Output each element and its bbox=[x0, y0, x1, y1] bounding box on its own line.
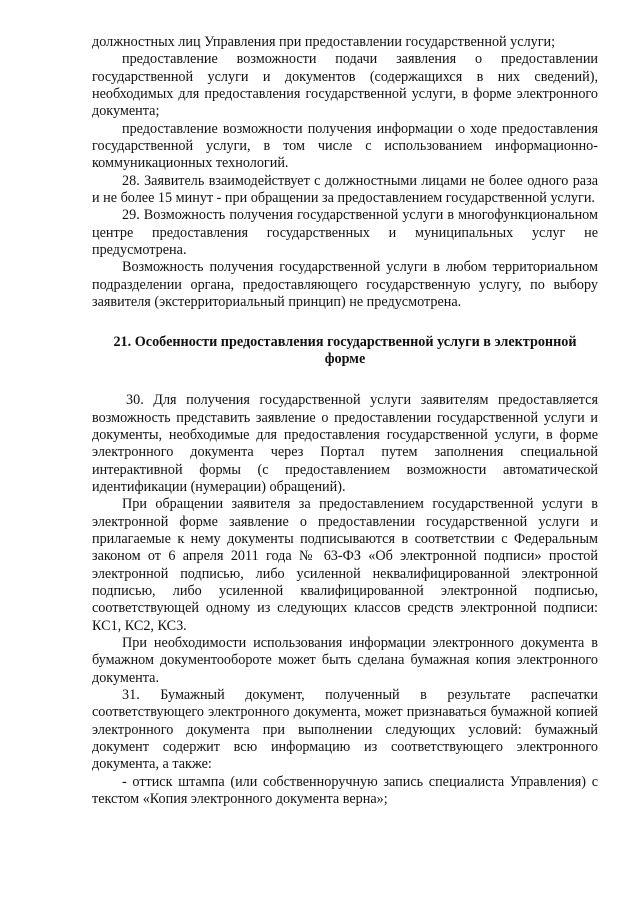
paragraph-officials: должностных лиц Управления при предоставлении государственной услуги; bbox=[92, 34, 556, 50]
paragraph-30: 30. Для получения государственной услуги заявителям предоставляется возможность представить заявление о предоставлении государственной услуги и документы, необходимые для предоставления государственной услуги, в форме электронного документа через Портал путем заполнения специальной интерактивной формы (с предоставлением возможности автоматической идентификации (нумерации) обращений). bbox=[92, 392, 598, 495]
paragraph-extraterritorial: Возможность получения государственной услуги в любом территориальном подразделении органа, предоставляющего государственную услугу, по выбору заявителя (экстерриториальный принцип) не предусмотрена. bbox=[92, 259, 598, 311]
paragraph-electronic-signature: При обращении заявителя за предоставлением государственной услуги в электронной форме заявление о предоставлении государственной услуги и прилагаемые к нему документы подписываются в соответствии с Федеральным законом от 6 апреля 2011 года № 63-ФЗ «Об электронной подписи» простой электронной подписью, либо усиленной неквалифицированной электронной подписью, либо усиленной квалифицированной электронной подписью, соответствующей одному из следующих классов средств электронной подписи: КС1, КС2, КС3. bbox=[92, 496, 598, 634]
paragraph-stamp: - оттиск штампа (или собственноручную запись специалиста Управления) с текстом «Копия электронного документа верна»; bbox=[92, 773, 598, 808]
paragraph-status-info: предоставление возможности получения информации о ходе предоставления государственной услуги, в том числе с использованием информационно-коммуникационных технологий. bbox=[92, 120, 598, 172]
document-page bbox=[92, 34, 598, 808]
paragraph-28: 28. Заявитель взаимодействует с должностными лицами не более одного раза и не более 15 минут - при обращении за предоставлением государственной услуги. bbox=[92, 172, 598, 207]
paragraph-submission-possibility: предоставление возможности подачи заявления о предоставлении государственной услуги и документов (содержащихся в них сведений), необходимых для предоставления государственной услуги, в форме электронного документа; bbox=[92, 51, 598, 120]
section-heading: 21. Особенности предоставления государственной услуги в электронной форме bbox=[113, 333, 577, 367]
paragraph-31: 31. Бумажный документ, полученный в результате распечатки соответствующего электронного документа, может признаваться бумажной копией электронного документа при выполнении следующих условий: бумажный документ содержит всю информацию из соответствующего электронного документа, а также: bbox=[92, 687, 598, 773]
paragraph-29: 29. Возможность получения государственной услуги в многофункциональном центре предоставления государственных и муниципальных услуг не предусмотрена. bbox=[92, 207, 598, 259]
paragraph-paper-copy: При необходимости использования информации электронного документа в бумажном документообороте может быть сделана бумажная копия электронного документа. bbox=[92, 635, 598, 686]
